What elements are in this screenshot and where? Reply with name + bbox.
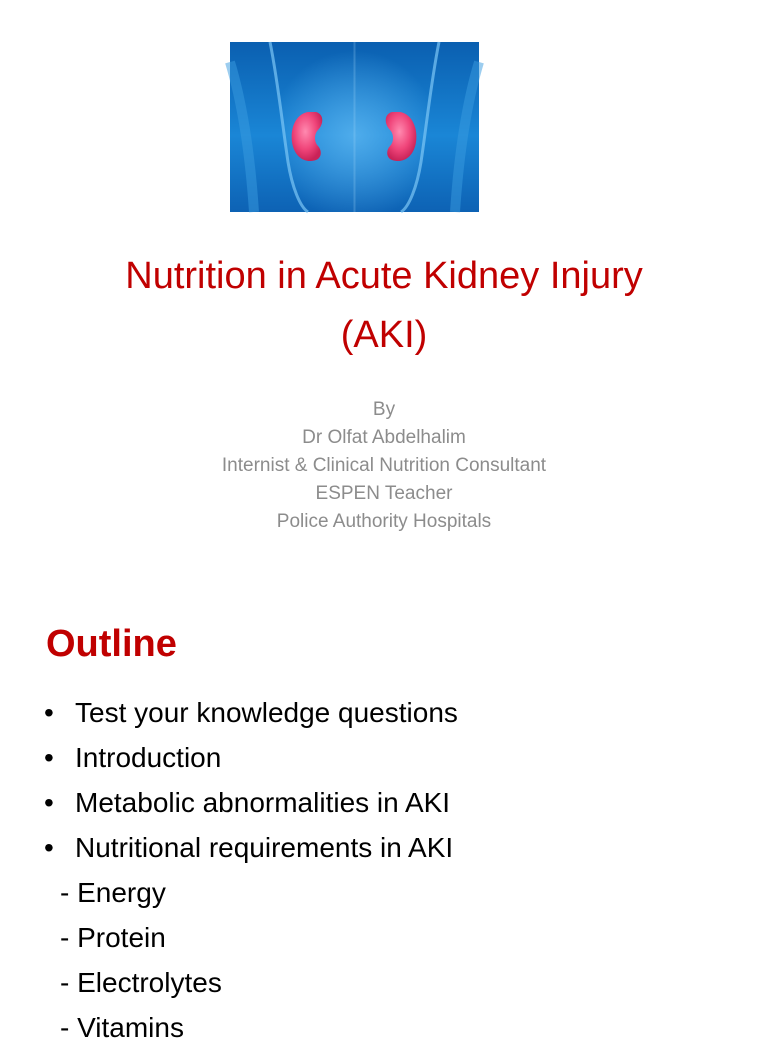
outline-heading: Outline: [46, 623, 177, 665]
byline-author-role: ESPEN Teacher: [315, 483, 453, 504]
author-byline: [0, 396, 768, 536]
byline-affiliation: Police Authority Hospitals: [276, 511, 492, 532]
presentation-title-line1: Nutrition in Acute Kidney Injury: [125, 255, 643, 297]
outline-item: • Metabolic abnormalities in AKI: [42, 780, 458, 825]
outline-item: • Nutritional requirements in AKI: [42, 825, 458, 870]
outline-subitem: - Vitamins: [60, 1012, 184, 1043]
outline-item: • Test your knowledge questions: [42, 690, 458, 735]
byline-author-name: Dr Olfat Abdelhalim: [302, 427, 466, 448]
outline-list: [42, 690, 458, 1050]
outline-subitem: - Protein: [60, 922, 166, 953]
outline-subitem: - Energy: [60, 877, 166, 908]
outline-subitem: - Electrolytes: [60, 967, 222, 998]
byline-by: By: [372, 399, 396, 420]
kidneys-illustration-icon: [230, 42, 479, 212]
byline-author-title: Internist & Clinical Nutrition Consultant: [221, 455, 547, 476]
presentation-title-line2: (AKI): [340, 314, 428, 356]
outline-item: • Introduction: [42, 735, 458, 780]
